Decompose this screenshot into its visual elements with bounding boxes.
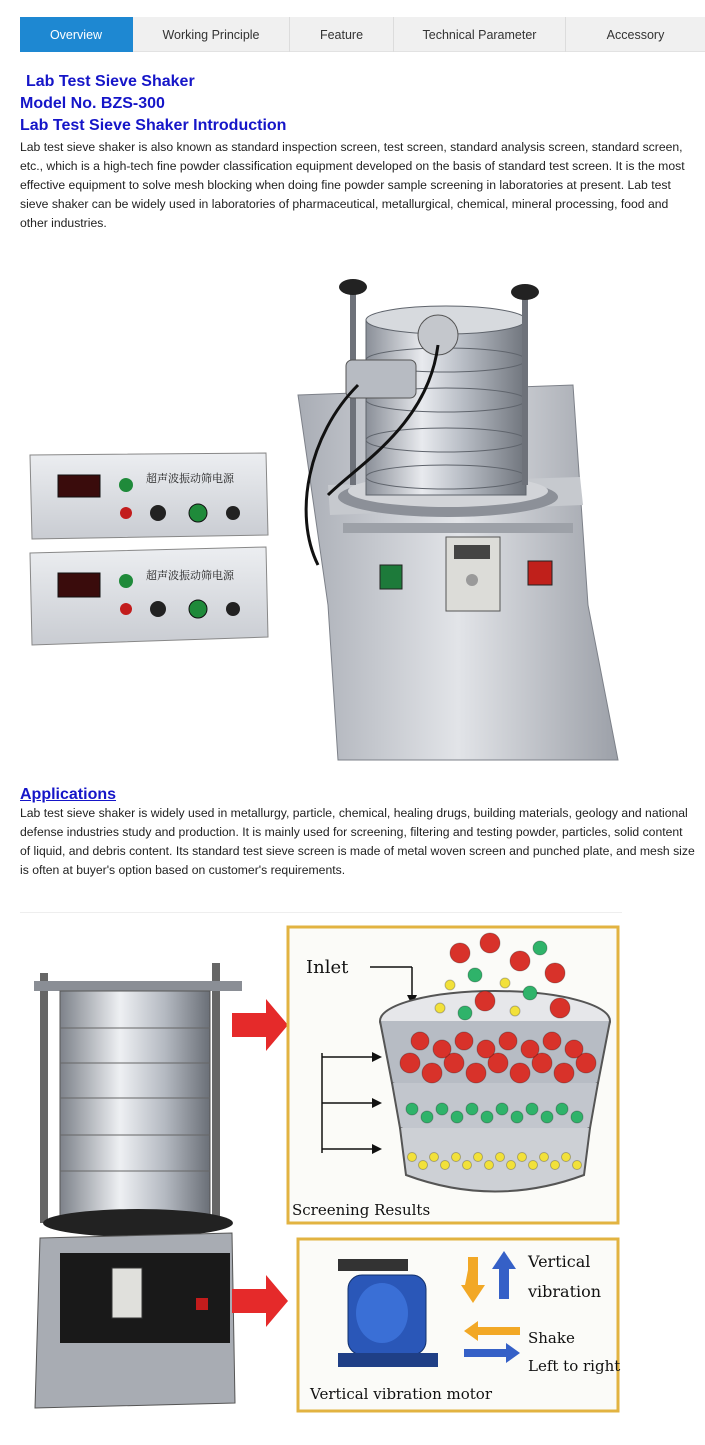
sieve-ball: [565, 1040, 583, 1058]
sieve-ball: [510, 951, 530, 971]
sieve-ball: [485, 1161, 494, 1170]
product-photo-drawing: [28, 265, 620, 770]
sieve-ball: [463, 1161, 472, 1170]
screening-results-label: Screening Results: [292, 1201, 431, 1219]
sieve-ball: [510, 1006, 520, 1016]
tab-bar: [20, 17, 705, 52]
intro-heading: Lab Test Sieve Shaker Introduction: [20, 117, 287, 134]
sieve-ball: [529, 1161, 538, 1170]
working-diagram-drawing: [20, 913, 622, 1418]
sieve-ball: [521, 1040, 539, 1058]
sieve-ball: [496, 1103, 508, 1115]
sieve-ball: [455, 1032, 473, 1050]
sieve-ball: [573, 1161, 582, 1170]
motor-label: Vertical vibration motor: [310, 1385, 492, 1403]
sieve-ball: [507, 1161, 516, 1170]
vertical-label-2: vibration: [528, 1282, 602, 1301]
sieve-ball: [526, 1103, 538, 1115]
inlet-label: Inlet: [306, 957, 349, 978]
model-number: Model No. BZS-300: [20, 95, 165, 112]
sieve-ball: [466, 1103, 478, 1115]
sieve-ball: [452, 1153, 461, 1162]
control-box-2-label: 超声波振动筛电源: [146, 569, 234, 582]
sieve-ball: [466, 1063, 486, 1083]
working-diagram: [20, 912, 622, 1417]
sieve-ball: [406, 1103, 418, 1115]
sieve-ball: [511, 1111, 523, 1123]
sieve-ball: [474, 1153, 483, 1162]
sieve-ball: [540, 1153, 549, 1162]
sieve-ball: [499, 1032, 517, 1050]
sieve-ball: [556, 1103, 568, 1115]
sieve-ball: [468, 968, 482, 982]
sieve-ball: [450, 943, 470, 963]
tab-feature[interactable]: Feature: [290, 17, 394, 52]
sieve-ball: [551, 1161, 560, 1170]
intro-paragraph: Lab test sieve shaker is also known as standard inspection screen, test screen, standard analysis screen, standard screen, etc., which is a high-tech fine powder classification equipment developed on the basis of standard test screen. It is the most effective equipment to solve mesh blocking when doing fine powder sample screening in laboratories at present. Lab test sieve shaker can be widely used in laboratories of pharmaceutical, metallurgical, chemical, mineral processing, food and other industries.: [20, 140, 685, 230]
sieve-ball: [510, 1063, 530, 1083]
sieve-ball: [481, 1111, 493, 1123]
sieve-ball: [433, 1040, 451, 1058]
sieve-ball: [400, 1053, 420, 1073]
sieve-ball: [550, 998, 570, 1018]
sieve-ball: [543, 1032, 561, 1050]
sieve-ball: [411, 1032, 429, 1050]
applications-paragraph: Lab test sieve shaker is widely used in metallurgy, particle, chemical, healing drugs, building materials, geology and national defense industries study and production. It is mainly used for screening, filtering and testing powder, particles, solid content of liquid, and debris content. Its standard test sieve screen is made of metal woven screen and punched plate, and mesh size is often at buyer's option based on customer's requirements.: [20, 806, 695, 877]
sieve-ball: [408, 1153, 417, 1162]
sieve-ball: [451, 1111, 463, 1123]
sieve-ball: [541, 1111, 553, 1123]
tab-working-principle[interactable]: Working Principle: [133, 17, 290, 52]
sieve-ball: [523, 986, 537, 1000]
sieve-ball: [435, 1003, 445, 1013]
tab-accessory[interactable]: Accessory: [606, 27, 665, 42]
sieve-ball: [445, 980, 455, 990]
control-box-1-label: 超声波振动筛电源: [146, 472, 234, 485]
sieve-ball: [571, 1111, 583, 1123]
sieve-ball: [518, 1153, 527, 1162]
sieve-ball: [562, 1153, 571, 1162]
tab-overview[interactable]: Overview: [20, 17, 133, 52]
sieve-ball: [480, 933, 500, 953]
applications-heading: Applications: [20, 786, 117, 803]
sieve-ball: [477, 1040, 495, 1058]
sieve-ball: [458, 1006, 472, 1020]
product-photo: [28, 265, 620, 770]
sieve-ball: [441, 1161, 450, 1170]
sieve-ball: [475, 991, 495, 1011]
sieve-ball: [430, 1153, 439, 1162]
product-title: Lab Test Sieve Shaker: [26, 73, 195, 90]
vertical-label-1: Vertical: [528, 1252, 591, 1271]
sieve-ball: [545, 963, 565, 983]
sieve-ball: [419, 1161, 428, 1170]
sieve-ball: [554, 1063, 574, 1083]
sieve-ball: [421, 1111, 433, 1123]
sieve-ball: [500, 978, 510, 988]
tab-technical-parameter[interactable]: Technical Parameter: [394, 17, 566, 52]
shake-label-2: Left to right: [528, 1357, 621, 1375]
sieve-ball: [496, 1153, 505, 1162]
sieve-ball: [436, 1103, 448, 1115]
sieve-ball: [533, 941, 547, 955]
sieve-ball: [422, 1063, 442, 1083]
shake-label-1: Shake: [528, 1329, 575, 1347]
